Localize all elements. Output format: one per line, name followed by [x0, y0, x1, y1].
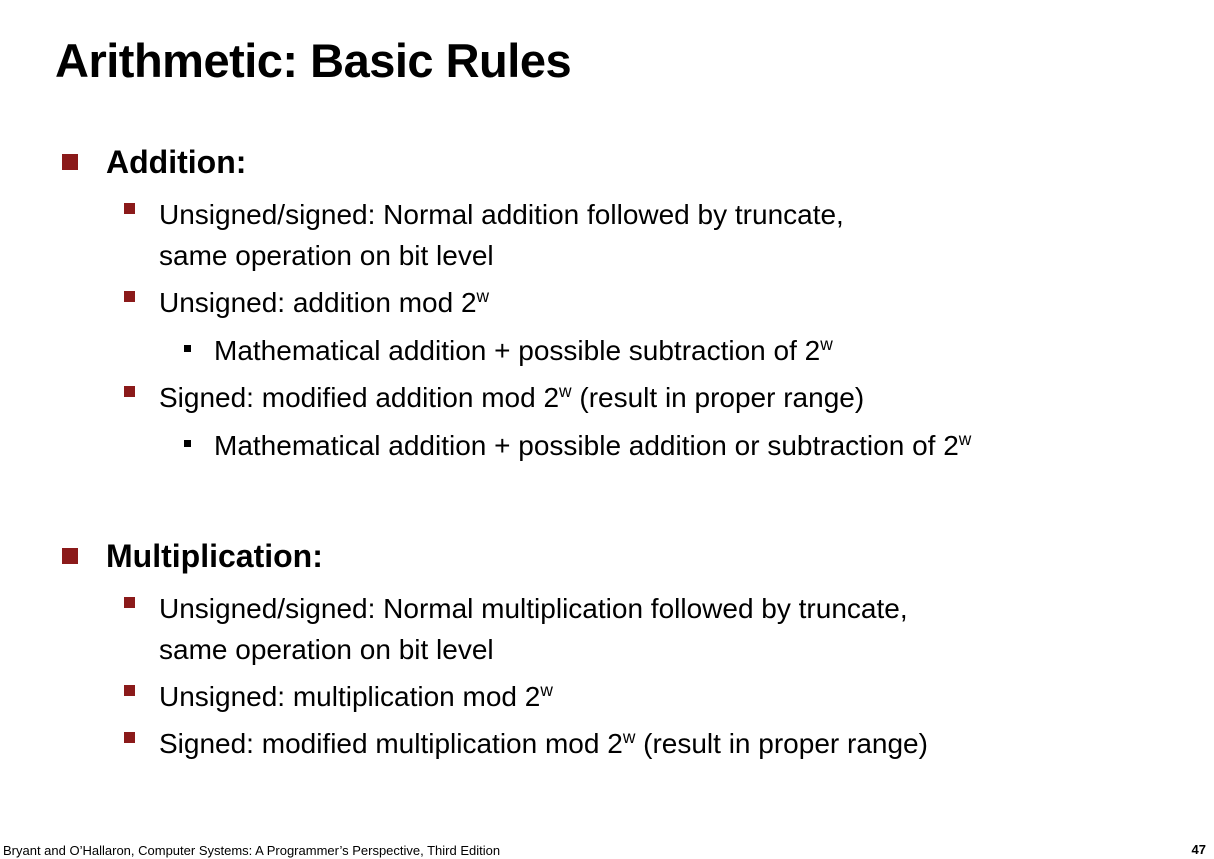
- item-main: Signed: modified multiplication mod 2: [159, 728, 623, 759]
- item-text: [159, 377, 1214, 418]
- sub-item-text: [214, 330, 1214, 371]
- exponent: w: [540, 680, 553, 701]
- section-heading-row: [0, 140, 1214, 188]
- section-heading: Addition:: [106, 144, 247, 180]
- list-item: [0, 377, 1214, 418]
- section-addition: [0, 140, 1214, 466]
- square-bullet-icon: [124, 685, 135, 696]
- square-bullet-icon: [62, 154, 78, 170]
- sub-list-item: [0, 330, 1214, 371]
- item-line: Unsigned/signed: Normal addition followed by truncate,: [159, 199, 844, 230]
- page-number: 47: [1191, 842, 1206, 857]
- exponent: w: [559, 381, 572, 402]
- square-bullet-icon: [124, 597, 135, 608]
- footer-source: Bryant and O’Hallaron, Computer Systems: A Programmer’s Perspective, Third Edition: [3, 843, 501, 858]
- sub-item-main: Mathematical addition + possible addition or subtraction of 2: [214, 430, 959, 461]
- square-bullet-icon: [62, 548, 78, 564]
- item-after: (result in proper range): [635, 728, 928, 759]
- section-heading: Multiplication:: [106, 538, 323, 574]
- exponent: w: [820, 334, 833, 355]
- exponent: w: [476, 286, 490, 307]
- list-item: [0, 676, 1214, 717]
- square-bullet-icon: [124, 203, 135, 214]
- square-bullet-icon: [124, 291, 135, 302]
- exponent: w: [958, 429, 972, 450]
- small-square-bullet-icon: [184, 345, 191, 352]
- item-main: Unsigned: multiplication mod 2: [159, 681, 541, 712]
- section-multiplication: [0, 534, 1214, 764]
- sub-list-item: [0, 425, 1214, 466]
- square-bullet-icon: [124, 386, 135, 397]
- item-line: Unsigned/signed: Normal multiplication followed by truncate,: [159, 593, 908, 624]
- item-after: (result in proper range): [571, 382, 865, 413]
- item-line: same operation on bit level: [159, 240, 494, 271]
- section-heading-row: [0, 534, 1214, 582]
- small-square-bullet-icon: [184, 440, 191, 447]
- sub-item-text: [214, 425, 1214, 466]
- item-main: Unsigned: addition mod 2: [159, 287, 477, 318]
- list-item: [0, 282, 1214, 323]
- item-main: Signed: modified addition mod 2: [159, 382, 560, 413]
- slide-title: Arithmetic: Basic Rules: [55, 34, 572, 87]
- sub-item-main: Mathematical addition + possible subtraction of 2: [214, 335, 821, 366]
- item-text: [159, 723, 1214, 764]
- item-text: [159, 282, 1214, 323]
- exponent: w: [622, 727, 636, 748]
- list-item: [0, 194, 1214, 276]
- list-item: [0, 723, 1214, 764]
- item-line: same operation on bit level: [159, 634, 494, 665]
- item-text: [159, 676, 1214, 717]
- square-bullet-icon: [124, 732, 135, 743]
- list-item: [0, 588, 1214, 670]
